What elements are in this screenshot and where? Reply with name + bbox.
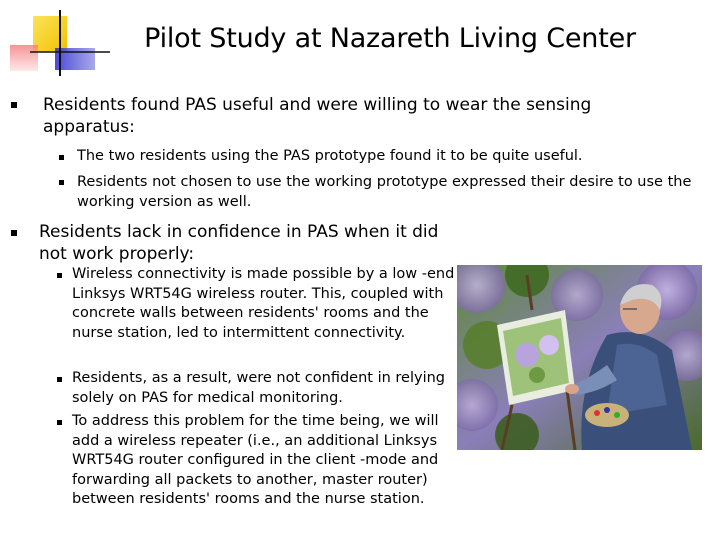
bullet-2-sub-2-text: Residents, as a result, were not confident in relying solely on PAS for medical monitoring. xyxy=(72,370,445,406)
square-bullet-icon xyxy=(59,180,64,185)
square-bullet-icon xyxy=(11,102,17,108)
square-bullet-icon xyxy=(57,377,62,382)
bullet-1-sub-2-text: Residents not chosen to use the working prototype expressed their desire to use the working version as well. xyxy=(77,174,692,210)
bullet-1-text: Residents found PAS useful and were willing to wear the sensing apparatus: xyxy=(43,95,592,137)
square-bullet-icon xyxy=(57,273,62,278)
bullet-2-text: Residents lack in confidence in PAS when it did not work properly: xyxy=(39,222,439,264)
slide-title: Pilot Study at Nazareth Living Center xyxy=(144,23,636,54)
square-bullet-icon xyxy=(11,230,17,236)
square-bullet-icon xyxy=(57,420,62,425)
bullet-2-sub-3-text: To address this problem for the time being, we will add a wireless repeater (i.e., an additional Linksys WRT54G router configured in the client -mode and forwarding all packets to another, master router) between residents' rooms and the nurse station. xyxy=(72,413,439,508)
bullet-2-sub-1-text: Wireless connectivity is made possible by a low -end Linksys WRT54G wireless router. This, coupled with concrete walls between residents' rooms and the nurse station, led to intermittent connectivity. xyxy=(72,266,455,341)
elderly-man-painting-photo xyxy=(457,265,702,450)
bullet-1-sub-1-text: The two residents using the PAS prototype found it to be quite useful. xyxy=(77,148,583,164)
square-bullet-icon xyxy=(59,155,64,160)
